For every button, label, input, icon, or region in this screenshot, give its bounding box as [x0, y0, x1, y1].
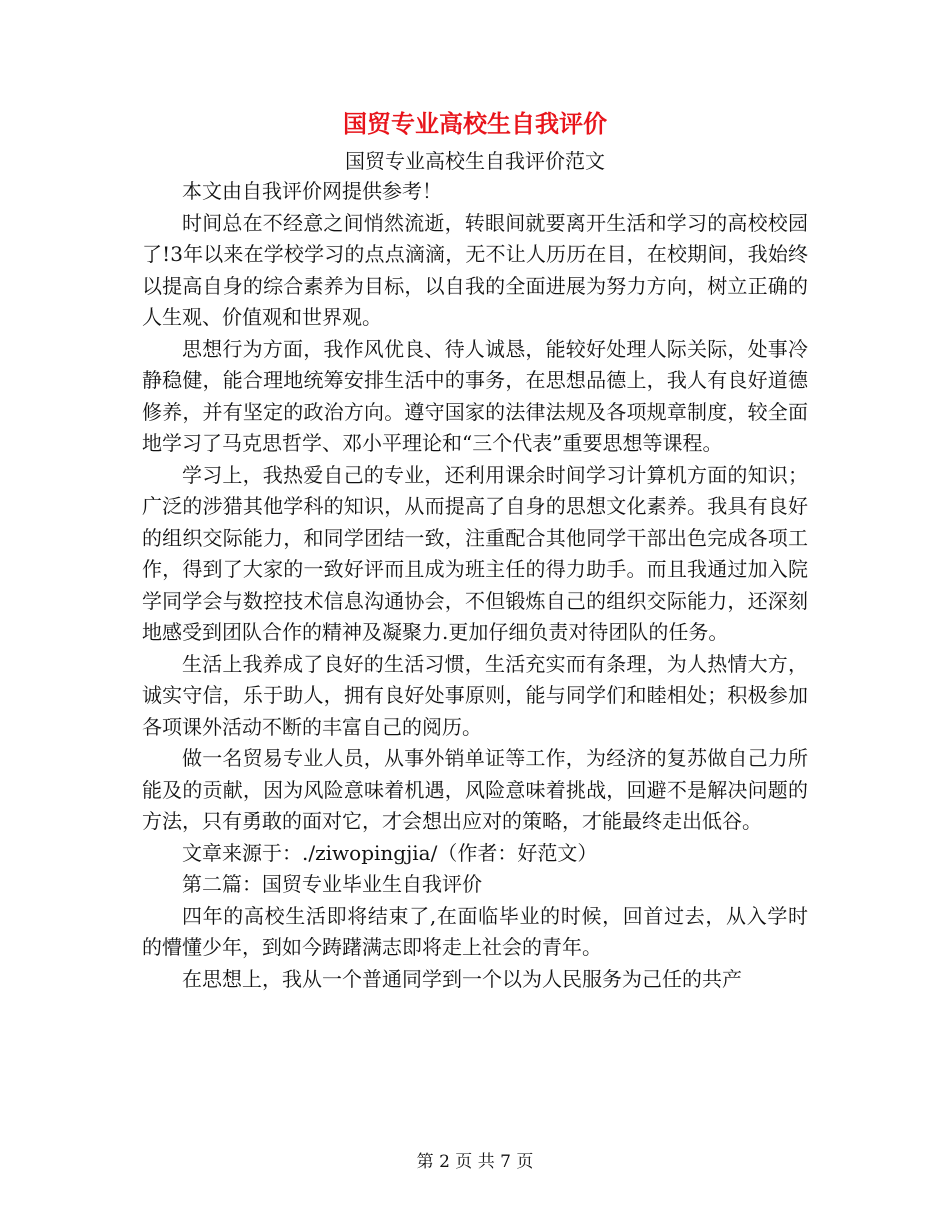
paragraph: 时间总在不经意之间悄然流逝，转眼间就要离开生活和学习的高校校园了!3年以来在学校学习的点点滴滴，无不让人历历在目，在校期间，我始终以提高自身的综合素养为目标，以自我的全面进展为努力方向，树立正确的人生观、价值观和世界观。	[142, 210, 808, 329]
paragraph: 本文由自我评价网提供参考！	[182, 179, 442, 203]
paragraph: 文章来源于：./ziwopingjia/（作者：好范文）	[182, 840, 598, 865]
paragraph: 思想行为方面，我作风优良、待人诚恳，能较好处理人际关际，处事冷静稳健，能合理地统筹安排生活中的事务，在思想品德上，我人有良好道德修养，并有坚定的政治方向。遵守国家的法律法规及各项规章制度，较全面地学习了马克思哲学、邓小平理论和“三个代表”重要思想等课程。	[142, 336, 808, 455]
paragraph: 生活上我养成了良好的生活习惯，生活充实而有条理，为人热情大方，诚实守信，乐于助人，拥有良好处事原则，能与同学们和睦相处；积极参加各项课外活动不断的丰富自己的阅历。	[142, 651, 808, 739]
paragraph: 学习上，我热爱自己的专业，还利用课余时间学习计算机方面的知识；广泛的涉猎其他学科的知识，从而提高了自身的思想文化素养。我具有良好的组织交际能力，和同学团结一致，注重配合其他同学干部出色完成各项工作，得到了大家的一致好评而且成为班主任的得力助手。而且我通过加入院学同学会与数控技术信息沟通协会，不但锻炼自己的组织交际能力，还深刻地感受到团队合作的精神及凝聚力.更加仔细负责对待团队的任务。	[142, 462, 808, 644]
paragraph: 第二篇：国贸专业毕业生自我评价	[182, 872, 482, 896]
paragraph: 做一名贸易专业人员，从事外销单证等工作，为经济的复苏做自己力所能及的贡献，因为风险意味着机遇，风险意味着挑战，回避不是解决问题的方法，只有勇敢的面对它，才会想出应对的策略，才能最终走出低谷。	[142, 746, 808, 833]
page-number: 第 2 页 共 7 页	[416, 1152, 534, 1172]
paragraph: 在思想上，我从一个普通同学到一个以为人民服务为己任的共产	[182, 966, 742, 991]
paragraph: 四年的高校生活即将结束了,在面临毕业的时候，回首过去，从入学时的懵懂少年，到如今踌躇满志即将走上社会的青年。	[142, 903, 808, 959]
page-subtitle: 国贸专业高校生自我评价范文	[345, 149, 605, 173]
page-title: 国贸专业高校生自我评价	[343, 109, 607, 138]
document-body	[142, 176, 808, 995]
